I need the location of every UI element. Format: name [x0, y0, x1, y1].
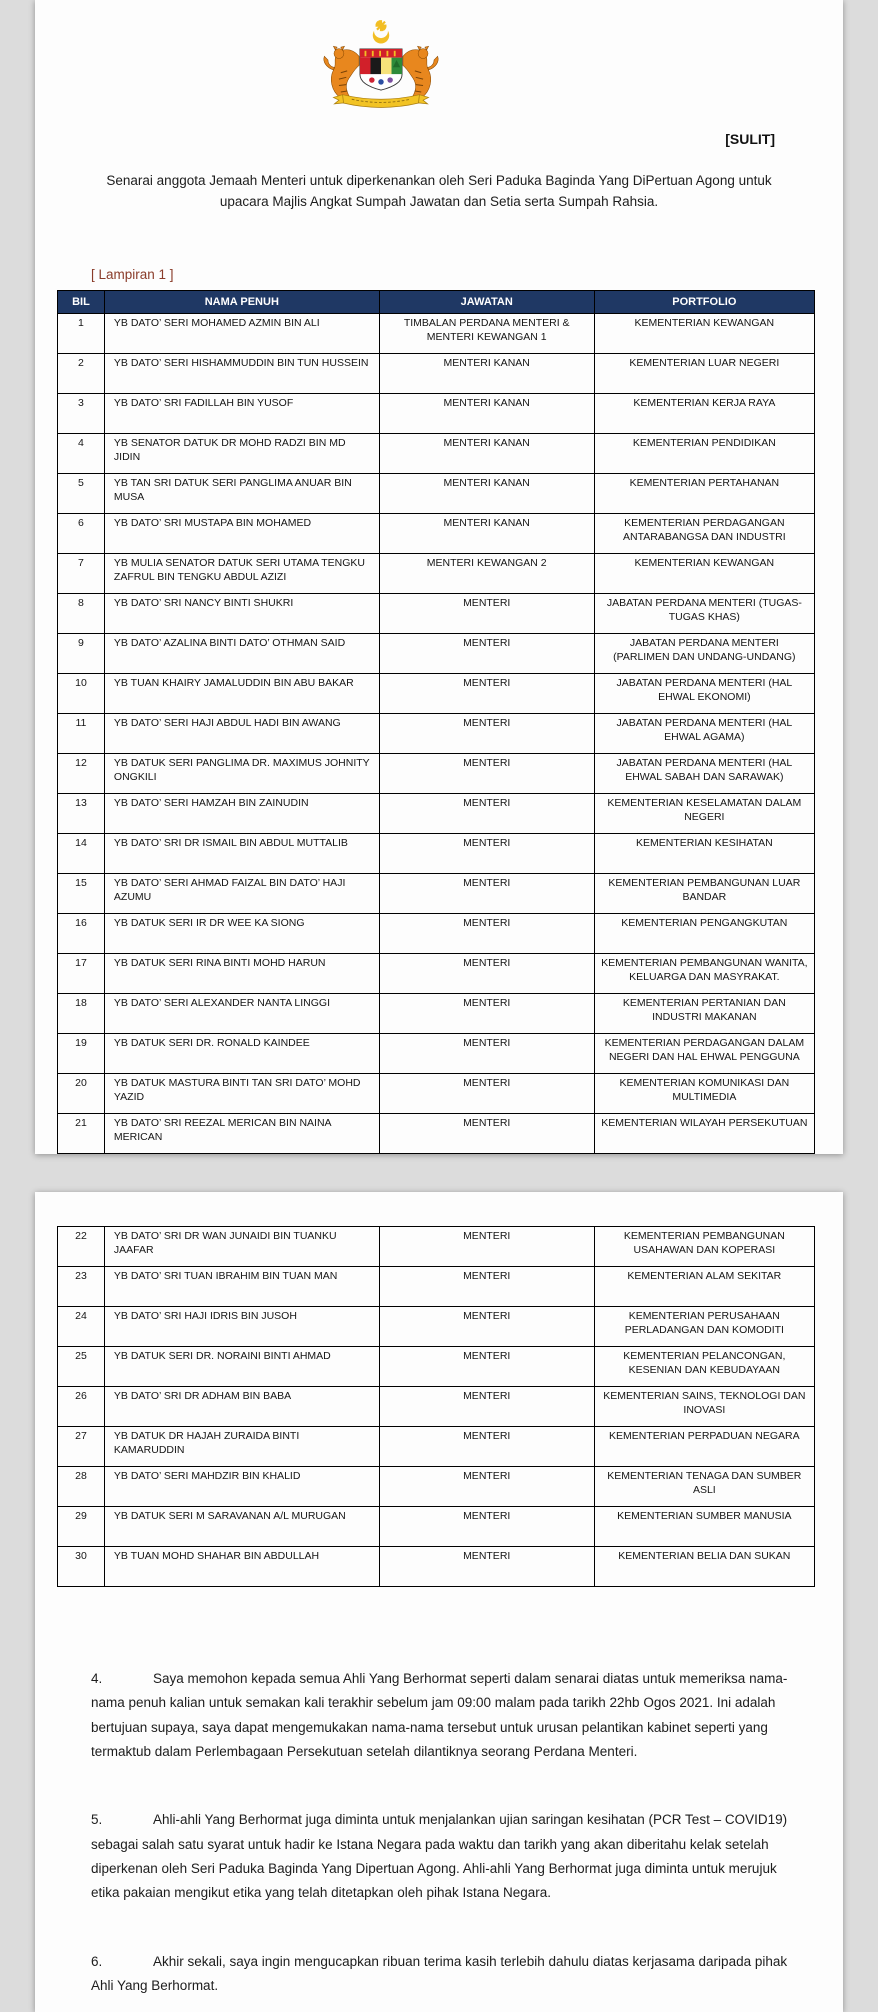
cell-portfolio: KEMENTERIAN PEMBANGUNAN USAHAWAN DAN KOPERASI [594, 1227, 814, 1267]
cell-portfolio: KEMENTERIAN KOMUNIKASI DAN MULTIMEDIA [594, 1074, 814, 1114]
cell-jawatan: MENTERI KEWANGAN 2 [379, 554, 594, 594]
cell-jawatan: MENTERI KANAN [379, 394, 594, 434]
cell-bil: 26 [58, 1387, 105, 1427]
col-header-nama: NAMA PENUH [104, 290, 379, 313]
minister-row [58, 1227, 815, 1267]
cell-nama: YB DATO’ SRI DR ISMAIL BIN ABDUL MUTTALIB [104, 834, 379, 874]
cell-portfolio: KEMENTERIAN LUAR NEGERI [594, 354, 814, 394]
ministers-table-page1 [57, 290, 815, 1154]
cell-jawatan: MENTERI [379, 1267, 594, 1307]
minister-row [58, 914, 815, 954]
cell-bil: 30 [58, 1547, 105, 1587]
paragraph-6 [91, 1950, 797, 1999]
minister-row [58, 1387, 815, 1427]
minister-row [58, 554, 815, 594]
cell-portfolio: KEMENTERIAN PERTAHANAN [594, 474, 814, 514]
cell-bil: 4 [58, 434, 105, 474]
cell-nama: YB DATUK DR HAJAH ZURAIDA BINTI KAMARUDDIN [104, 1427, 379, 1467]
cell-portfolio: JABATAN PERDANA MENTERI (TUGAS-TUGAS KHAS) [594, 594, 814, 634]
cell-jawatan: MENTERI [379, 594, 594, 634]
cell-bil: 7 [58, 554, 105, 594]
cell-nama: YB DATUK SERI DR. RONALD KAINDEE [104, 1034, 379, 1074]
cell-bil: 18 [58, 994, 105, 1034]
cell-nama: YB DATUK SERI PANGLIMA DR. MAXIMUS JOHNITY ONGKILI [104, 754, 379, 794]
page-2 [35, 1192, 843, 2012]
page-1 [35, 0, 843, 1154]
cell-portfolio: KEMENTERIAN BELIA DAN SUKAN [594, 1547, 814, 1587]
minister-row [58, 1507, 815, 1547]
cell-jawatan: MENTERI [379, 634, 594, 674]
ministers-table-page2 [57, 1226, 815, 1587]
cell-portfolio: KEMENTERIAN PENDIDIKAN [594, 434, 814, 474]
cell-nama: YB DATO’ SERI ALEXANDER NANTA LINGGI [104, 994, 379, 1034]
cell-jawatan: MENTERI [379, 914, 594, 954]
cell-bil: 23 [58, 1267, 105, 1307]
classification-label: [SULIT] [725, 131, 775, 147]
cell-nama: YB TAN SRI DATUK SERI PANGLIMA ANUAR BIN MUSA [104, 474, 379, 514]
paragraph-5-text: Ahli-ahli Yang Berhormat juga diminta untuk menjalankan ujian saringan kesihatan (PCR Test – COVID19) sebagai salah satu syarat untuk hadir ke Istana Negara pada waktu dan tarikh yang akan diberitahu kelak setelah diperkenan oleh Seri Paduka Baginda Yang Dipertuan Agong. Ahli-ahli Yang Berhormat juga diminta untuk merujuk etika pakaian mengikut etika yang telah ditetapkan oleh pihak Istana Negara. [91, 1812, 788, 1901]
cell-portfolio: KEMENTERIAN SUMBER MANUSIA [594, 1507, 814, 1547]
cell-bil: 11 [58, 714, 105, 754]
minister-row [58, 1467, 815, 1507]
attachment-label: [ Lampiran 1 ] [91, 266, 174, 282]
cell-bil: 3 [58, 394, 105, 434]
minister-row [58, 1427, 815, 1467]
cell-nama: YB DATO’ SRI MUSTAPA BIN MOHAMED [104, 514, 379, 554]
minister-row [58, 1547, 815, 1587]
cell-jawatan: MENTERI [379, 1074, 594, 1114]
cell-portfolio: JABATAN PERDANA MENTERI (HAL EHWAL EKONOMI) [594, 674, 814, 714]
cell-nama: YB DATUK SERI RINA BINTI MOHD HARUN [104, 954, 379, 994]
cell-bil: 6 [58, 514, 105, 554]
cell-bil: 9 [58, 634, 105, 674]
cell-portfolio: KEMENTERIAN KESIHATAN [594, 834, 814, 874]
cell-nama: YB DATUK SERI M SARAVANAN A/L MURUGAN [104, 1507, 379, 1547]
minister-row [58, 1347, 815, 1387]
minister-row [58, 1074, 815, 1114]
cell-nama: YB MULIA SENATOR DATUK SERI UTAMA TENGKU ZAFRUL BIN TENGKU ABDUL AZIZI [104, 554, 379, 594]
paragraph-4-text: Saya memohon kepada semua Ahli Yang Berhormat seperti dalam senarai diatas untuk memeriksa nama-nama penuh kalian untuk semakan kali terakhir sebelum jam 09:00 malam pada tarikh 22hb Ogos 2021. Ini adalah bertujuan supaya, saya dapat mengemukakan nama-nama tersebut untuk urusan pelantikan kabinet seperti yang termaktub dalam Perlembagaan Persekutuan setelah dilantiknya seorang Perdana Menteri. [91, 1671, 788, 1760]
cell-portfolio: KEMENTERIAN PEMBANGUNAN LUAR BANDAR [594, 874, 814, 914]
cell-nama: YB DATO’ SERI AHMAD FAIZAL BIN DATO’ HAJI AZUMU [104, 874, 379, 914]
paragraph-4 [91, 1667, 797, 1764]
minister-row [58, 594, 815, 634]
cell-bil: 12 [58, 754, 105, 794]
cell-bil: 27 [58, 1427, 105, 1467]
cell-nama: YB DATO’ AZALINA BINTI DATO’ OTHMAN SAID [104, 634, 379, 674]
minister-row [58, 1267, 815, 1307]
cell-jawatan: MENTERI [379, 1387, 594, 1427]
cell-bil: 21 [58, 1114, 105, 1154]
minister-row [58, 794, 815, 834]
cell-portfolio: KEMENTERIAN PEMBANGUNAN WANITA, KELUARGA DAN MASYRAKAT. [594, 954, 814, 994]
cell-jawatan: MENTERI [379, 1467, 594, 1507]
cell-nama: YB DATO’ SERI HAMZAH BIN ZAINUDIN [104, 794, 379, 834]
cell-bil: 15 [58, 874, 105, 914]
cell-portfolio: KEMENTERIAN PERDAGANGAN ANTARABANGSA DAN INDUSTRI [594, 514, 814, 554]
cell-portfolio: KEMENTERIAN PENGANGKUTAN [594, 914, 814, 954]
body-paragraphs [35, 1667, 843, 1998]
minister-row [58, 434, 815, 474]
cell-nama: YB DATO’ SRI REEZAL MERICAN BIN NAINA MERICAN [104, 1114, 379, 1154]
cell-nama: YB DATO’ SRI FADILLAH BIN YUSOF [104, 394, 379, 434]
cell-jawatan: MENTERI [379, 1427, 594, 1467]
cell-nama: YB DATO’ SRI DR WAN JUNAIDI BIN TUANKU JAAFAR [104, 1227, 379, 1267]
cell-nama: YB SENATOR DATUK DR MOHD RADZI BIN MD JIDIN [104, 434, 379, 474]
cell-nama: YB TUAN MOHD SHAHAR BIN ABDULLAH [104, 1547, 379, 1587]
cell-jawatan: MENTERI [379, 1507, 594, 1547]
cell-nama: YB DATO’ SRI NANCY BINTI SHUKRI [104, 594, 379, 634]
minister-row [58, 634, 815, 674]
cell-bil: 22 [58, 1227, 105, 1267]
minister-row [58, 1307, 815, 1347]
cell-portfolio: KEMENTERIAN WILAYAH PERSEKUTUAN [594, 1114, 814, 1154]
paragraph-6-text: Akhir sekali, saya ingin mengucapkan ribuan terima kasih terlebih dahulu diatas kerjasama daripada pihak Ahli Yang Berhormat. [91, 1953, 788, 1993]
cell-portfolio: KEMENTERIAN PERTANIAN DAN INDUSTRI MAKANAN [594, 994, 814, 1034]
cell-bil: 28 [58, 1467, 105, 1507]
cell-portfolio: KEMENTERIAN KESELAMATAN DALAM NEGERI [594, 794, 814, 834]
cell-jawatan: MENTERI [379, 954, 594, 994]
cell-bil: 1 [58, 314, 105, 354]
cell-nama: YB DATO’ SRI HAJI IDRIS BIN JUSOH [104, 1307, 379, 1347]
cell-jawatan: MENTERI [379, 1034, 594, 1074]
cell-portfolio: JABATAN PERDANA MENTERI (HAL EHWAL AGAMA) [594, 714, 814, 754]
table-header-row [58, 290, 815, 313]
cell-nama: YB DATO’ SERI MAHDZIR BIN KHALID [104, 1467, 379, 1507]
cell-portfolio: KEMENTERIAN PERDAGANGAN DALAM NEGERI DAN HAL EHWAL PENGGUNA [594, 1034, 814, 1074]
col-header-portfolio: PORTFOLIO [594, 290, 814, 313]
paragraph-5-number: 5. [91, 1812, 103, 1828]
cell-nama: YB DATO’ SRI DR ADHAM BIN BABA [104, 1387, 379, 1427]
cell-jawatan: MENTERI [379, 1114, 594, 1154]
cell-portfolio: KEMENTERIAN KEWANGAN [594, 314, 814, 354]
cell-nama: YB DATO’ SERI HISHAMMUDDIN BIN TUN HUSSEIN [104, 354, 379, 394]
cell-nama: YB DATO’ SRI TUAN IBRAHIM BIN TUAN MAN [104, 1267, 379, 1307]
intro-paragraph: Senarai anggota Jemaah Menteri untuk diperkenankan oleh Seri Paduka Baginda Yang DiPertuan Agong untuk upacara Majlis Angkat Sumpah Jawatan dan Setia serta Sumpah Rahsia. [106, 173, 772, 209]
col-header-bil: BIL [58, 290, 105, 313]
cell-jawatan: MENTERI KANAN [379, 514, 594, 554]
minister-row [58, 994, 815, 1034]
cell-bil: 8 [58, 594, 105, 634]
minister-row [58, 514, 815, 554]
cell-bil: 14 [58, 834, 105, 874]
cell-jawatan: MENTERI [379, 1547, 594, 1587]
cell-jawatan: MENTERI [379, 674, 594, 714]
cell-portfolio: KEMENTERIAN KERJA RAYA [594, 394, 814, 434]
cell-portfolio: KEMENTERIAN PELANCONGAN, KESENIAN DAN KEBUDAYAAN [594, 1347, 814, 1387]
cell-portfolio: JABATAN PERDANA MENTERI (HAL EHWAL SABAH DAN SARAWAK) [594, 754, 814, 794]
cell-bil: 24 [58, 1307, 105, 1347]
cell-bil: 16 [58, 914, 105, 954]
cell-jawatan: MENTERI [379, 874, 594, 914]
cell-portfolio: KEMENTERIAN PERUSAHAAN PERLADANGAN DAN KOMODITI [594, 1307, 814, 1347]
cell-portfolio: JABATAN PERDANA MENTERI (PARLIMEN DAN UNDANG-UNDANG) [594, 634, 814, 674]
cell-jawatan: MENTERI [379, 794, 594, 834]
minister-row [58, 354, 815, 394]
cell-jawatan: MENTERI [379, 834, 594, 874]
cell-jawatan: MENTERI [379, 754, 594, 794]
cell-bil: 5 [58, 474, 105, 514]
cell-bil: 29 [58, 1507, 105, 1547]
minister-row [58, 874, 815, 914]
minister-row [58, 754, 815, 794]
minister-row [58, 674, 815, 714]
minister-row [58, 834, 815, 874]
minister-row [58, 314, 815, 354]
cell-jawatan: MENTERI KANAN [379, 354, 594, 394]
cell-jawatan: MENTERI [379, 1347, 594, 1387]
paragraph-4-number: 4. [91, 1671, 103, 1687]
minister-row [58, 1034, 815, 1074]
cell-jawatan: MENTERI KANAN [379, 434, 594, 474]
col-header-jawatan: JAWATAN [379, 290, 594, 313]
cell-jawatan: MENTERI [379, 1227, 594, 1267]
cell-bil: 13 [58, 794, 105, 834]
minister-row [58, 394, 815, 434]
cell-jawatan: MENTERI [379, 714, 594, 754]
paragraph-5 [91, 1808, 797, 1905]
paragraph-6-number: 6. [91, 1953, 103, 1969]
minister-row [58, 1114, 815, 1154]
cell-nama: YB DATO’ SERI HAJI ABDUL HADI BIN AWANG [104, 714, 379, 754]
cell-nama: YB DATUK MASTURA BINTI TAN SRI DATO’ MOHD YAZID [104, 1074, 379, 1114]
cell-bil: 19 [58, 1034, 105, 1074]
cell-jawatan: MENTERI [379, 994, 594, 1034]
cell-jawatan: MENTERI [379, 1307, 594, 1347]
cell-portfolio: KEMENTERIAN SAINS, TEKNOLOGI DAN INOVASI [594, 1387, 814, 1427]
cell-nama: YB TUAN KHAIRY JAMALUDDIN BIN ABU BAKAR [104, 674, 379, 714]
cell-bil: 17 [58, 954, 105, 994]
minister-row [58, 474, 815, 514]
cell-nama: YB DATUK SERI DR. NORAINI BINTI AHMAD [104, 1347, 379, 1387]
cell-portfolio: KEMENTERIAN PERPADUAN NEGARA [594, 1427, 814, 1467]
cell-jawatan: TIMBALAN PERDANA MENTERI & MENTERI KEWANGAN 1 [379, 314, 594, 354]
crest-container [317, 18, 445, 127]
cell-portfolio: KEMENTERIAN KEWANGAN [594, 554, 814, 594]
cell-bil: 25 [58, 1347, 105, 1387]
cell-nama: YB DATO’ SERI MOHAMED AZMIN BIN ALI [104, 314, 379, 354]
minister-row [58, 714, 815, 754]
cell-portfolio: KEMENTERIAN TENAGA DAN SUMBER ASLI [594, 1467, 814, 1507]
malaysia-coat-of-arms-icon [317, 18, 445, 122]
minister-row [58, 954, 815, 994]
cell-bil: 2 [58, 354, 105, 394]
cell-nama: YB DATUK SERI IR DR WEE KA SIONG [104, 914, 379, 954]
cell-bil: 20 [58, 1074, 105, 1114]
cell-bil: 10 [58, 674, 105, 714]
cell-portfolio: KEMENTERIAN ALAM SEKITAR [594, 1267, 814, 1307]
cell-jawatan: MENTERI KANAN [379, 474, 594, 514]
